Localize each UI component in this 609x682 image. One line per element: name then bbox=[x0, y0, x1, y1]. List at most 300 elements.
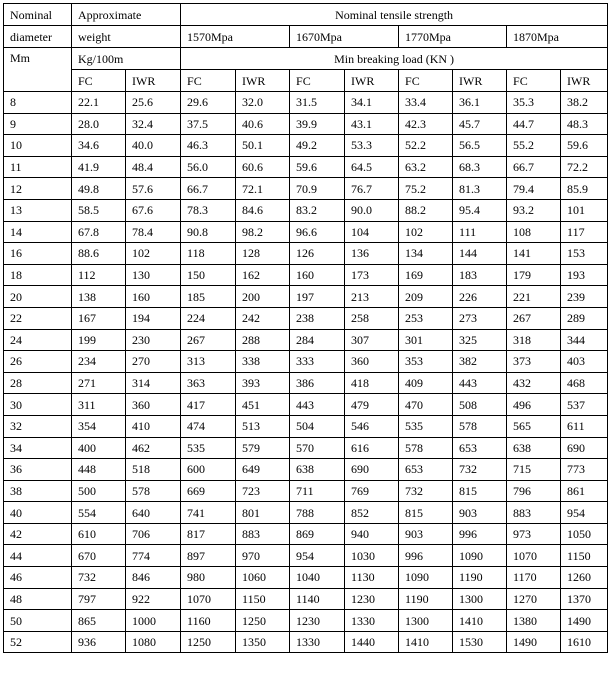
value-cell: 535 bbox=[399, 415, 453, 437]
value-cell: 638 bbox=[290, 459, 345, 481]
value-cell: 67.8 bbox=[72, 221, 126, 243]
header-row-2 bbox=[4, 26, 608, 48]
value-cell: 200 bbox=[236, 286, 290, 308]
table-row bbox=[4, 631, 608, 653]
value-cell: 63.2 bbox=[399, 156, 453, 178]
value-cell: 108 bbox=[507, 221, 561, 243]
value-cell: 141 bbox=[507, 243, 561, 265]
value-cell: 432 bbox=[507, 372, 561, 394]
value-cell: 72.2 bbox=[561, 156, 608, 178]
diameter-cell: 18 bbox=[4, 264, 72, 286]
value-cell: 56.5 bbox=[453, 135, 507, 157]
value-cell: 922 bbox=[126, 588, 181, 610]
diameter-cell: 14 bbox=[4, 221, 72, 243]
value-cell: 570 bbox=[290, 437, 345, 459]
value-cell: 610 bbox=[72, 523, 126, 545]
value-cell: 360 bbox=[345, 351, 399, 373]
value-cell: 393 bbox=[236, 372, 290, 394]
value-cell: 76.7 bbox=[345, 178, 399, 200]
value-cell: 732 bbox=[453, 459, 507, 481]
value-cell: 153 bbox=[561, 243, 608, 265]
value-cell: 1300 bbox=[399, 610, 453, 632]
value-cell: 996 bbox=[399, 545, 453, 567]
value-cell: 75.2 bbox=[399, 178, 453, 200]
value-cell: 85.9 bbox=[561, 178, 608, 200]
value-cell: 318 bbox=[507, 329, 561, 351]
grade-1570: 1570Mpa bbox=[181, 26, 290, 48]
value-cell: 70.9 bbox=[290, 178, 345, 200]
value-cell: 496 bbox=[507, 394, 561, 416]
value-cell: 653 bbox=[399, 459, 453, 481]
value-cell: 117 bbox=[561, 221, 608, 243]
breaking-load-title: Min breaking load (KN ) bbox=[181, 48, 608, 70]
value-cell: 88.6 bbox=[72, 243, 126, 265]
value-cell: 970 bbox=[236, 545, 290, 567]
value-cell: 897 bbox=[181, 545, 236, 567]
value-cell: 382 bbox=[453, 351, 507, 373]
grade-1670: 1670Mpa bbox=[290, 26, 399, 48]
value-cell: 230 bbox=[126, 329, 181, 351]
value-cell: 1070 bbox=[181, 588, 236, 610]
value-cell: 57.6 bbox=[126, 178, 181, 200]
value-cell: 40.0 bbox=[126, 135, 181, 157]
value-cell: 179 bbox=[507, 264, 561, 286]
value-cell: 66.7 bbox=[507, 156, 561, 178]
value-cell: 1030 bbox=[345, 545, 399, 567]
diameter-cell: 9 bbox=[4, 113, 72, 135]
value-cell: 1330 bbox=[290, 631, 345, 653]
value-cell: 354 bbox=[72, 415, 126, 437]
value-cell: 90.0 bbox=[345, 199, 399, 221]
value-cell: 25.6 bbox=[126, 92, 181, 114]
diameter-cell: 20 bbox=[4, 286, 72, 308]
value-cell: 88.2 bbox=[399, 199, 453, 221]
table-row bbox=[4, 459, 608, 481]
value-cell: 936 bbox=[72, 631, 126, 653]
value-cell: 815 bbox=[453, 480, 507, 502]
value-cell: 1230 bbox=[290, 610, 345, 632]
value-cell: 39.9 bbox=[290, 113, 345, 135]
value-cell: 409 bbox=[399, 372, 453, 394]
value-cell: 45.7 bbox=[453, 113, 507, 135]
value-cell: 325 bbox=[453, 329, 507, 351]
weight-unit: Kg/100m bbox=[72, 48, 181, 70]
value-cell: 360 bbox=[126, 394, 181, 416]
value-cell: 311 bbox=[72, 394, 126, 416]
subcol-header: FC bbox=[507, 70, 561, 92]
value-cell: 400 bbox=[72, 437, 126, 459]
table-row bbox=[4, 286, 608, 308]
value-cell: 253 bbox=[399, 307, 453, 329]
value-cell: 565 bbox=[507, 415, 561, 437]
value-cell: 284 bbox=[290, 329, 345, 351]
subcol-header: IWR bbox=[453, 70, 507, 92]
value-cell: 579 bbox=[236, 437, 290, 459]
diameter-cell: 28 bbox=[4, 372, 72, 394]
value-cell: 95.4 bbox=[453, 199, 507, 221]
value-cell: 344 bbox=[561, 329, 608, 351]
value-cell: 66.7 bbox=[181, 178, 236, 200]
value-cell: 1150 bbox=[236, 588, 290, 610]
value-cell: 50.1 bbox=[236, 135, 290, 157]
table-row bbox=[4, 610, 608, 632]
value-cell: 669 bbox=[181, 480, 236, 502]
value-cell: 313 bbox=[181, 351, 236, 373]
table-row bbox=[4, 243, 608, 265]
value-cell: 239 bbox=[561, 286, 608, 308]
nominal-label: Nominal bbox=[4, 4, 72, 26]
value-cell: 1230 bbox=[345, 588, 399, 610]
value-cell: 271 bbox=[72, 372, 126, 394]
diameter-cell: 22 bbox=[4, 307, 72, 329]
value-cell: 46.3 bbox=[181, 135, 236, 157]
value-cell: 1270 bbox=[507, 588, 561, 610]
value-cell: 209 bbox=[399, 286, 453, 308]
table-row bbox=[4, 523, 608, 545]
value-cell: 1040 bbox=[290, 567, 345, 589]
value-cell: 79.4 bbox=[507, 178, 561, 200]
value-cell: 670 bbox=[72, 545, 126, 567]
diameter-cell: 10 bbox=[4, 135, 72, 157]
value-cell: 1070 bbox=[507, 545, 561, 567]
value-cell: 1090 bbox=[453, 545, 507, 567]
value-cell: 1490 bbox=[561, 610, 608, 632]
table-body bbox=[4, 92, 608, 653]
value-cell: 104 bbox=[345, 221, 399, 243]
value-cell: 301 bbox=[399, 329, 453, 351]
value-cell: 1190 bbox=[399, 588, 453, 610]
value-cell: 1610 bbox=[561, 631, 608, 653]
value-cell: 68.3 bbox=[453, 156, 507, 178]
value-cell: 53.3 bbox=[345, 135, 399, 157]
value-cell: 732 bbox=[72, 567, 126, 589]
table-row bbox=[4, 264, 608, 286]
value-cell: 197 bbox=[290, 286, 345, 308]
value-cell: 55.2 bbox=[507, 135, 561, 157]
value-cell: 640 bbox=[126, 502, 181, 524]
value-cell: 1060 bbox=[236, 567, 290, 589]
value-cell: 185 bbox=[181, 286, 236, 308]
value-cell: 78.3 bbox=[181, 199, 236, 221]
value-cell: 118 bbox=[181, 243, 236, 265]
diameter-cell: 12 bbox=[4, 178, 72, 200]
value-cell: 861 bbox=[561, 480, 608, 502]
diameter-cell: 24 bbox=[4, 329, 72, 351]
value-cell: 474 bbox=[181, 415, 236, 437]
value-cell: 167 bbox=[72, 307, 126, 329]
diameter-cell: 13 bbox=[4, 199, 72, 221]
value-cell: 289 bbox=[561, 307, 608, 329]
value-cell: 238 bbox=[290, 307, 345, 329]
value-cell: 183 bbox=[453, 264, 507, 286]
value-cell: 954 bbox=[561, 502, 608, 524]
value-cell: 653 bbox=[453, 437, 507, 459]
diameter-cell: 8 bbox=[4, 92, 72, 114]
value-cell: 578 bbox=[399, 437, 453, 459]
value-cell: 940 bbox=[345, 523, 399, 545]
value-cell: 234 bbox=[72, 351, 126, 373]
value-cell: 78.4 bbox=[126, 221, 181, 243]
value-cell: 42.3 bbox=[399, 113, 453, 135]
value-cell: 468 bbox=[561, 372, 608, 394]
wire-rope-spec-table bbox=[3, 3, 608, 653]
value-cell: 36.1 bbox=[453, 92, 507, 114]
value-cell: 1130 bbox=[345, 567, 399, 589]
value-cell: 1140 bbox=[290, 588, 345, 610]
subcol-header: FC bbox=[181, 70, 236, 92]
value-cell: 649 bbox=[236, 459, 290, 481]
header-row-1 bbox=[4, 4, 608, 26]
value-cell: 363 bbox=[181, 372, 236, 394]
value-cell: 1260 bbox=[561, 567, 608, 589]
value-cell: 535 bbox=[181, 437, 236, 459]
table-row bbox=[4, 567, 608, 589]
value-cell: 773 bbox=[561, 459, 608, 481]
value-cell: 32.0 bbox=[236, 92, 290, 114]
value-cell: 470 bbox=[399, 394, 453, 416]
value-cell: 1410 bbox=[453, 610, 507, 632]
table-row bbox=[4, 588, 608, 610]
value-cell: 194 bbox=[126, 307, 181, 329]
value-cell: 138 bbox=[72, 286, 126, 308]
value-cell: 611 bbox=[561, 415, 608, 437]
value-cell: 1090 bbox=[399, 567, 453, 589]
value-cell: 448 bbox=[72, 459, 126, 481]
value-cell: 1150 bbox=[561, 545, 608, 567]
value-cell: 93.2 bbox=[507, 199, 561, 221]
value-cell: 1080 bbox=[126, 631, 181, 653]
table-row bbox=[4, 156, 608, 178]
value-cell: 546 bbox=[345, 415, 399, 437]
value-cell: 48.4 bbox=[126, 156, 181, 178]
table-row bbox=[4, 372, 608, 394]
value-cell: 33.4 bbox=[399, 92, 453, 114]
value-cell: 451 bbox=[236, 394, 290, 416]
value-cell: 34.6 bbox=[72, 135, 126, 157]
subcol-header: IWR bbox=[345, 70, 399, 92]
value-cell: 518 bbox=[126, 459, 181, 481]
value-cell: 1330 bbox=[345, 610, 399, 632]
value-cell: 353 bbox=[399, 351, 453, 373]
value-cell: 288 bbox=[236, 329, 290, 351]
diameter-cell: 40 bbox=[4, 502, 72, 524]
value-cell: 173 bbox=[345, 264, 399, 286]
diameter-cell: 44 bbox=[4, 545, 72, 567]
diameter-cell: 32 bbox=[4, 415, 72, 437]
value-cell: 715 bbox=[507, 459, 561, 481]
value-cell: 52.2 bbox=[399, 135, 453, 157]
table-row bbox=[4, 394, 608, 416]
value-cell: 373 bbox=[507, 351, 561, 373]
value-cell: 102 bbox=[126, 243, 181, 265]
value-cell: 307 bbox=[345, 329, 399, 351]
value-cell: 59.6 bbox=[561, 135, 608, 157]
value-cell: 711 bbox=[290, 480, 345, 502]
diameter-cell: 36 bbox=[4, 459, 72, 481]
diameter-cell: 42 bbox=[4, 523, 72, 545]
value-cell: 788 bbox=[290, 502, 345, 524]
table-row bbox=[4, 135, 608, 157]
diameter-cell: 16 bbox=[4, 243, 72, 265]
value-cell: 954 bbox=[290, 545, 345, 567]
value-cell: 134 bbox=[399, 243, 453, 265]
value-cell: 537 bbox=[561, 394, 608, 416]
value-cell: 90.8 bbox=[181, 221, 236, 243]
subcol-header: IWR bbox=[126, 70, 181, 92]
value-cell: 96.6 bbox=[290, 221, 345, 243]
value-cell: 1490 bbox=[507, 631, 561, 653]
value-cell: 126 bbox=[290, 243, 345, 265]
value-cell: 479 bbox=[345, 394, 399, 416]
value-cell: 31.5 bbox=[290, 92, 345, 114]
value-cell: 410 bbox=[126, 415, 181, 437]
table-row bbox=[4, 415, 608, 437]
table-row bbox=[4, 480, 608, 502]
value-cell: 1440 bbox=[345, 631, 399, 653]
value-cell: 508 bbox=[453, 394, 507, 416]
value-cell: 84.6 bbox=[236, 199, 290, 221]
value-cell: 554 bbox=[72, 502, 126, 524]
value-cell: 150 bbox=[181, 264, 236, 286]
value-cell: 403 bbox=[561, 351, 608, 373]
subcol-header: FC bbox=[399, 70, 453, 92]
value-cell: 817 bbox=[181, 523, 236, 545]
value-cell: 64.5 bbox=[345, 156, 399, 178]
value-cell: 500 bbox=[72, 480, 126, 502]
value-cell: 213 bbox=[345, 286, 399, 308]
value-cell: 44.7 bbox=[507, 113, 561, 135]
table-row bbox=[4, 113, 608, 135]
value-cell: 56.0 bbox=[181, 156, 236, 178]
value-cell: 37.5 bbox=[181, 113, 236, 135]
value-cell: 224 bbox=[181, 307, 236, 329]
value-cell: 38.2 bbox=[561, 92, 608, 114]
subcol-header: IWR bbox=[561, 70, 608, 92]
diameter-cell: 11 bbox=[4, 156, 72, 178]
value-cell: 40.6 bbox=[236, 113, 290, 135]
value-cell: 338 bbox=[236, 351, 290, 373]
value-cell: 43.1 bbox=[345, 113, 399, 135]
value-cell: 443 bbox=[290, 394, 345, 416]
value-cell: 846 bbox=[126, 567, 181, 589]
diameter-cell: 26 bbox=[4, 351, 72, 373]
value-cell: 59.6 bbox=[290, 156, 345, 178]
value-cell: 883 bbox=[236, 523, 290, 545]
tensile-strength-title: Nominal tensile strength bbox=[181, 4, 608, 26]
value-cell: 136 bbox=[345, 243, 399, 265]
value-cell: 112 bbox=[72, 264, 126, 286]
value-cell: 578 bbox=[453, 415, 507, 437]
value-cell: 980 bbox=[181, 567, 236, 589]
table-row bbox=[4, 545, 608, 567]
diameter-unit: Mm bbox=[4, 48, 72, 92]
value-cell: 1050 bbox=[561, 523, 608, 545]
value-cell: 1160 bbox=[181, 610, 236, 632]
value-cell: 98.2 bbox=[236, 221, 290, 243]
value-cell: 1530 bbox=[453, 631, 507, 653]
table-row bbox=[4, 221, 608, 243]
value-cell: 41.9 bbox=[72, 156, 126, 178]
diameter-cell: 48 bbox=[4, 588, 72, 610]
value-cell: 28.0 bbox=[72, 113, 126, 135]
value-cell: 690 bbox=[561, 437, 608, 459]
value-cell: 128 bbox=[236, 243, 290, 265]
diameter-cell: 34 bbox=[4, 437, 72, 459]
value-cell: 267 bbox=[507, 307, 561, 329]
value-cell: 49.8 bbox=[72, 178, 126, 200]
value-cell: 160 bbox=[126, 286, 181, 308]
value-cell: 1350 bbox=[236, 631, 290, 653]
value-cell: 418 bbox=[345, 372, 399, 394]
value-cell: 102 bbox=[399, 221, 453, 243]
value-cell: 169 bbox=[399, 264, 453, 286]
value-cell: 162 bbox=[236, 264, 290, 286]
grade-1870: 1870Mpa bbox=[507, 26, 608, 48]
value-cell: 774 bbox=[126, 545, 181, 567]
value-cell: 101 bbox=[561, 199, 608, 221]
value-cell: 270 bbox=[126, 351, 181, 373]
value-cell: 35.3 bbox=[507, 92, 561, 114]
value-cell: 58.5 bbox=[72, 199, 126, 221]
value-cell: 258 bbox=[345, 307, 399, 329]
value-cell: 1370 bbox=[561, 588, 608, 610]
value-cell: 83.2 bbox=[290, 199, 345, 221]
value-cell: 996 bbox=[453, 523, 507, 545]
value-cell: 1380 bbox=[507, 610, 561, 632]
value-cell: 1170 bbox=[507, 567, 561, 589]
value-cell: 903 bbox=[453, 502, 507, 524]
value-cell: 60.6 bbox=[236, 156, 290, 178]
value-cell: 706 bbox=[126, 523, 181, 545]
value-cell: 513 bbox=[236, 415, 290, 437]
value-cell: 732 bbox=[399, 480, 453, 502]
diameter-cell: 50 bbox=[4, 610, 72, 632]
value-cell: 797 bbox=[72, 588, 126, 610]
value-cell: 462 bbox=[126, 437, 181, 459]
value-cell: 81.3 bbox=[453, 178, 507, 200]
value-cell: 815 bbox=[399, 502, 453, 524]
value-cell: 34.1 bbox=[345, 92, 399, 114]
value-cell: 221 bbox=[507, 286, 561, 308]
diameter-cell: 46 bbox=[4, 567, 72, 589]
value-cell: 32.4 bbox=[126, 113, 181, 135]
value-cell: 869 bbox=[290, 523, 345, 545]
header-row-4 bbox=[4, 70, 608, 92]
value-cell: 865 bbox=[72, 610, 126, 632]
value-cell: 199 bbox=[72, 329, 126, 351]
value-cell: 267 bbox=[181, 329, 236, 351]
weight-label: weight bbox=[72, 26, 181, 48]
table-row bbox=[4, 307, 608, 329]
value-cell: 796 bbox=[507, 480, 561, 502]
value-cell: 72.1 bbox=[236, 178, 290, 200]
value-cell: 314 bbox=[126, 372, 181, 394]
value-cell: 1250 bbox=[181, 631, 236, 653]
value-cell: 723 bbox=[236, 480, 290, 502]
value-cell: 22.1 bbox=[72, 92, 126, 114]
value-cell: 49.2 bbox=[290, 135, 345, 157]
value-cell: 741 bbox=[181, 502, 236, 524]
value-cell: 443 bbox=[453, 372, 507, 394]
table-row bbox=[4, 502, 608, 524]
subcol-header: FC bbox=[72, 70, 126, 92]
value-cell: 600 bbox=[181, 459, 236, 481]
table-row bbox=[4, 437, 608, 459]
diameter-cell: 30 bbox=[4, 394, 72, 416]
value-cell: 973 bbox=[507, 523, 561, 545]
value-cell: 144 bbox=[453, 243, 507, 265]
subcol-header: FC bbox=[290, 70, 345, 92]
